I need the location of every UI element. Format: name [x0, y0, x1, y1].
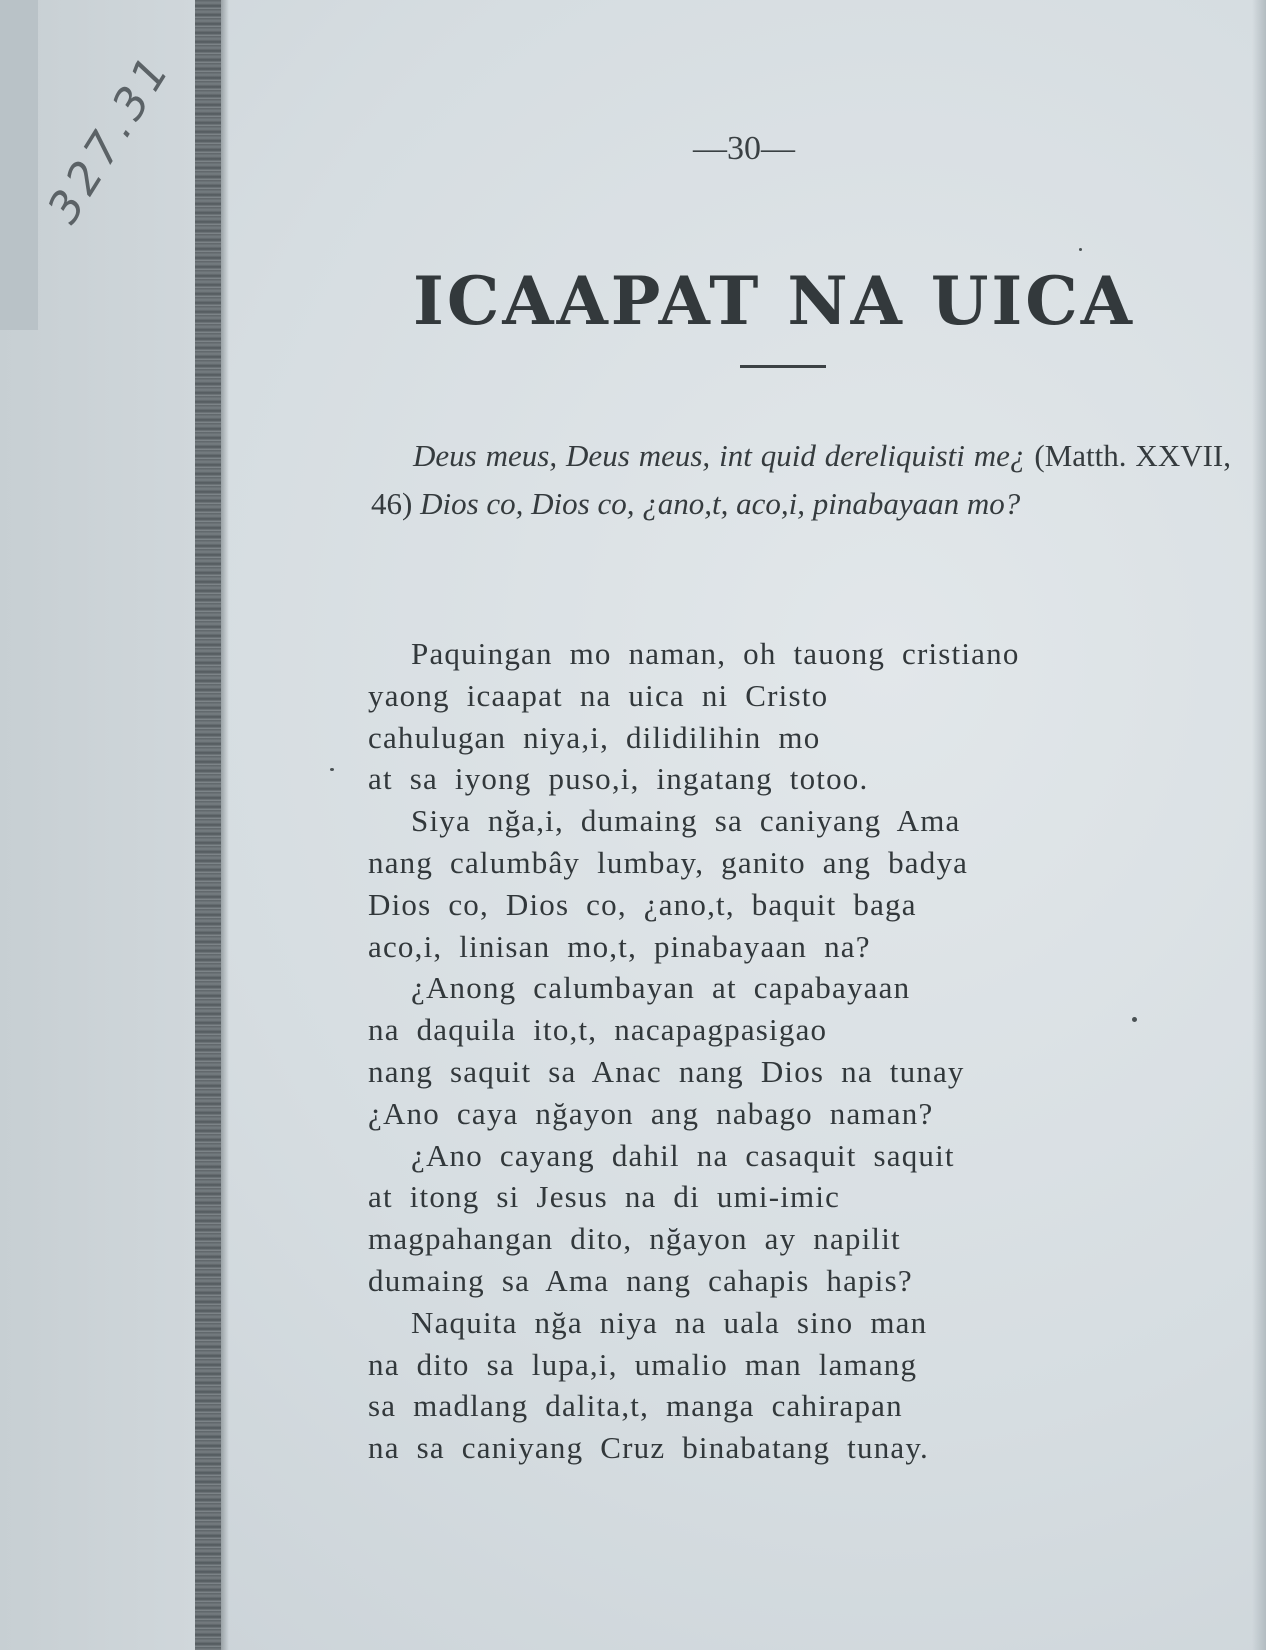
ink-speck — [330, 768, 334, 771]
verse-line: sa madlang dalita,t, manga cahirapan — [368, 1388, 903, 1424]
margin-shadow — [0, 0, 38, 330]
verse-line: cahulugan niya,i, dilidilihin mo — [368, 719, 821, 755]
verse-line: at itong si Jesus na di umi-imic — [368, 1179, 841, 1215]
verse-line: ¿Ano cayang dahil na casaquit saquit — [411, 1137, 955, 1173]
verse-line: dumaing sa Ama nang cahapis hapis? — [368, 1262, 913, 1298]
verse-line: Naquita nğa niya na uala sino man — [411, 1304, 928, 1340]
verse-line: na dito sa lupa,i, umalio man lamang — [368, 1346, 918, 1382]
verse-body — [368, 633, 1248, 1469]
epigraph-citation: (Matth. XXVII, 46) — [371, 438, 1231, 521]
verse-line: magpahangan dito, nğayon ay napilit — [368, 1221, 901, 1257]
verse-line: na sa caniyang Cruz binabatang tunay. — [368, 1430, 929, 1466]
verse-line: ¿Ano caya nğayon ang nabago naman? — [368, 1095, 934, 1131]
chapter-title: ICAAPAT NA UICA — [412, 262, 1135, 340]
book-page — [229, 0, 1259, 1650]
verse-line: nang saquit sa Anac nang Dios na tunay — [368, 1053, 965, 1089]
title-divider — [740, 365, 826, 368]
verse-line: at sa iyong puso,i, ingatang totoo. — [368, 761, 869, 797]
book-binding-gutter — [195, 0, 221, 1650]
verse-line: yaong icaapat na uica ni Cristo — [368, 677, 829, 713]
ink-speck — [1132, 1017, 1137, 1022]
epigraph-tagalog: Dios co, Dios co, ¿ano,t, aco,i, pinabayaan mo? — [420, 486, 1021, 521]
verse-line: nang calumbây lumbay, ganito ang badya — [368, 844, 969, 880]
verse-line: Siya nğa,i, dumaing sa caniyang Ama — [411, 803, 961, 839]
verse-line: aco,i, linisan mo,t, pinabayaan na? — [368, 928, 871, 964]
verse-line: Dios co, Dios co, ¿ano,t, baquit baga — [368, 886, 917, 922]
epigraph-latin: Deus meus, Deus meus, int quid dereliquisti me¿ — [413, 438, 1026, 473]
verse-line: ¿Anong calumbayan at capabayaan — [411, 970, 911, 1006]
verse-line: na daquila ito,t, nacapagpasigao — [368, 1012, 828, 1048]
left-margin — [0, 0, 195, 1650]
epigraph — [371, 432, 1231, 528]
page-number: —30— — [693, 130, 795, 167]
gutter-shadow — [221, 0, 229, 1650]
handwritten-catalog-number: 327.31 — [38, 43, 182, 233]
ink-speck — [1079, 248, 1082, 251]
verse-line: Paquingan mo naman, oh tauong cristiano — [411, 636, 1020, 671]
